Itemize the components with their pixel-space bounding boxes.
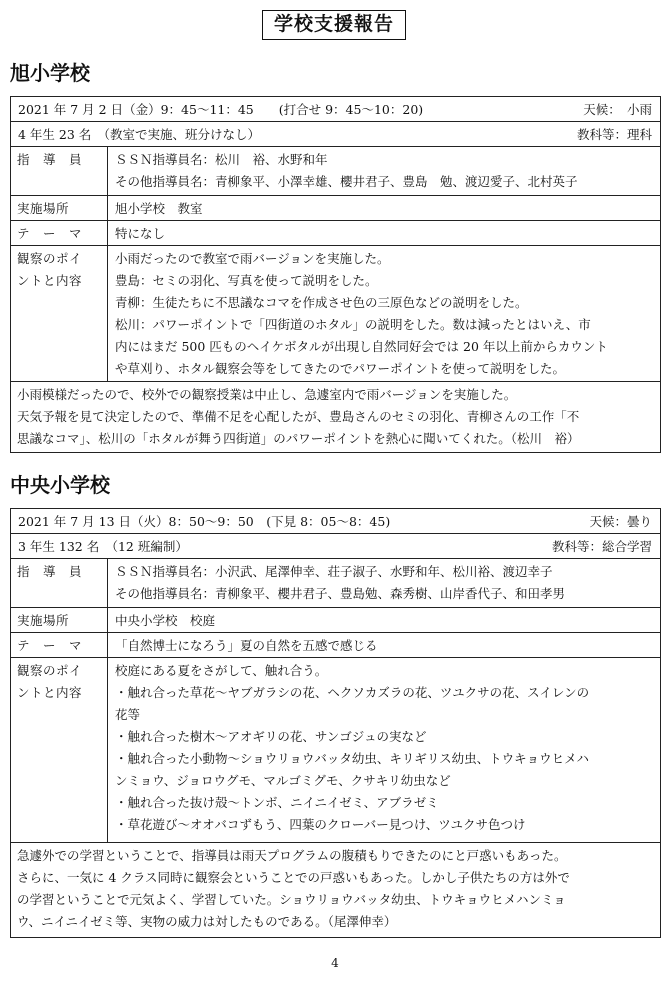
point-line: 花等 [115, 707, 141, 722]
place-value: 中央小学校 校庭 [115, 613, 216, 628]
report-table-chuo [10, 508, 661, 938]
place-label: 実施場所 [11, 608, 108, 632]
point-line: 校庭にある夏をさがして、触れ合う。 [115, 663, 328, 678]
other-instructors: その他指導員名：青柳象平、小澤幸雄、櫻井君子、豊島 勉、渡辺愛子、北村英子 [115, 174, 578, 189]
comments-row [11, 382, 660, 452]
report-table-asahi [10, 96, 661, 453]
point-line: 豊島：セミの羽化、写真を使って説明をした。 [115, 273, 378, 288]
grade-text: 3 年生 132 名 （12 班編制） [18, 539, 188, 554]
date-text: 2021 年 7 月 2 日（金）9：45〜11：45 (打合せ 9：45〜10：20) [18, 102, 424, 117]
comment-line: 急遽外での学習ということで、指導員は雨天プログラムの腹積もりできたのにと戸惑いもあった。 [17, 848, 567, 863]
point-line: ・触れ合った小動物〜ショウリョウバッタ幼虫、キリギリス幼虫、トウキョウヒメハ [115, 751, 590, 766]
theme-row [11, 221, 660, 246]
comment-line: の学習ということで元気よく、学習していた。ショウリョウバッタ幼虫、トウキョウヒメハンミョ [17, 892, 566, 907]
grade-row [11, 122, 660, 147]
school-title-chuo: 中央小学校 [10, 473, 110, 497]
grade-row [11, 534, 660, 559]
subject-text: 教科等：総合学習 [551, 539, 652, 554]
point-line: 松川：パワーポイントで「四街道のホタル」の説明をした。数は減ったとはいえ、市 [115, 317, 591, 332]
page-number: 4 [331, 956, 339, 970]
point-line: ンミョウ、ジョロウグモ、マルゴミグモ、クサキリ幼虫など [115, 773, 451, 788]
comment-line: ウ、ニイニイゼミ等、実物の威力は対したものである。（尾澤伸幸） [17, 914, 397, 929]
theme-value: 「自然博士になろう」夏の自然を五感で感じる [115, 638, 378, 653]
theme-label: テ ー マ [11, 221, 108, 245]
instructor-values [108, 147, 660, 195]
points-label-line: ントと内容 [17, 685, 83, 700]
place-row [11, 196, 660, 221]
comment-line: さらに、一気に 4 クラス同時に観察会ということでの戸惑いもあった。しかし子供たちの方は外で [17, 870, 570, 885]
points-label [11, 246, 108, 381]
school-title-asahi: 旭小学校 [10, 61, 90, 85]
grade-text: 4 年生 23 名 （教室で実施、班分けなし） [18, 127, 261, 142]
points-values [108, 658, 660, 842]
points-label [11, 658, 108, 842]
comment-line: 天気予報を見て決定したので、準備不足を心配したが、豊島さんのセミの羽化、青柳さんの工作「不 [17, 409, 580, 424]
other-instructors: その他指導員名：青柳象平、櫻井君子、豊島勉、森秀樹、山岸香代子、和田孝男 [115, 586, 566, 601]
page-title: 学校支援報告 [262, 10, 406, 40]
subject-text: 教科等：理科 [576, 127, 652, 142]
date-row [11, 97, 660, 122]
theme-row [11, 633, 660, 658]
points-label-line: 観察のポイ [17, 251, 83, 266]
point-line: ・草花遊び〜オオバコずもう、四葉のクローバー見つけ、ツユクサ色つけ [115, 817, 526, 832]
instructor-label: 指 導 員 [11, 147, 108, 195]
instructor-row [11, 559, 660, 608]
instructor-values [108, 559, 660, 607]
points-label-line: 観察のポイ [17, 663, 83, 678]
point-line: ・触れ合った草花〜ヤブガラシの花、ヘクソカズラの花、ツユクサの花、スイレンの [115, 685, 590, 700]
points-row [11, 658, 660, 843]
theme-value: 特になし [115, 226, 166, 241]
comment-line: 思議なコマ」、松川の「ホタルが舞う四街道」のパワーポイントを熱心に聞いてくれた。（松川 裕） [17, 431, 580, 446]
place-label: 実施場所 [11, 196, 108, 220]
place-value: 旭小学校 教室 [115, 201, 203, 216]
ssn-instructors: ＳＳＮ指導員名：小沢武、尾澤伸幸、荘子淑子、水野和年、松川裕、渡辺幸子 [115, 564, 553, 579]
comments-row [11, 843, 660, 937]
ssn-instructors: ＳＳＮ指導員名：松川 裕、水野和年 [115, 152, 328, 167]
comment-line: 小雨模様だったので、校外での観察授業は中止し、急遽室内で雨バージョンを実施した。 [17, 387, 517, 402]
weather-text: 天候：曇り [589, 514, 652, 529]
point-line: 内にはまだ 500 匹ものヘイケボタルが出現し自然同好会では 20 年以上前からカウント [115, 339, 608, 354]
instructor-row [11, 147, 660, 196]
point-line: ・触れ合った抜け殻〜トンボ、ニイニイゼミ、アブラゼミ [115, 795, 439, 810]
point-line: や草刈り、ホタル観察会等をしてきたのでパワーポイントを使って説明をした。 [115, 361, 566, 376]
weather-text: 天候： 小雨 [583, 102, 652, 117]
date-row [11, 509, 660, 534]
points-row [11, 246, 660, 382]
point-line: 青柳：生徒たちに不思議なコマを作成させ色の三原色などの説明をした。 [115, 295, 528, 310]
point-line: 小雨だったので教室で雨バージョンを実施した。 [115, 251, 390, 266]
point-line: ・触れ合った樹木〜アオギリの花、サンゴジュの実など [115, 729, 427, 744]
date-text: 2021 年 7 月 13 日（火）8：50〜9：50 (下見 8：05〜8：45) [18, 514, 391, 529]
points-label-line: ントと内容 [17, 273, 83, 288]
theme-label: テ ー マ [11, 633, 108, 657]
instructor-label: 指 導 員 [11, 559, 108, 607]
points-values [108, 246, 660, 381]
place-row [11, 608, 660, 633]
